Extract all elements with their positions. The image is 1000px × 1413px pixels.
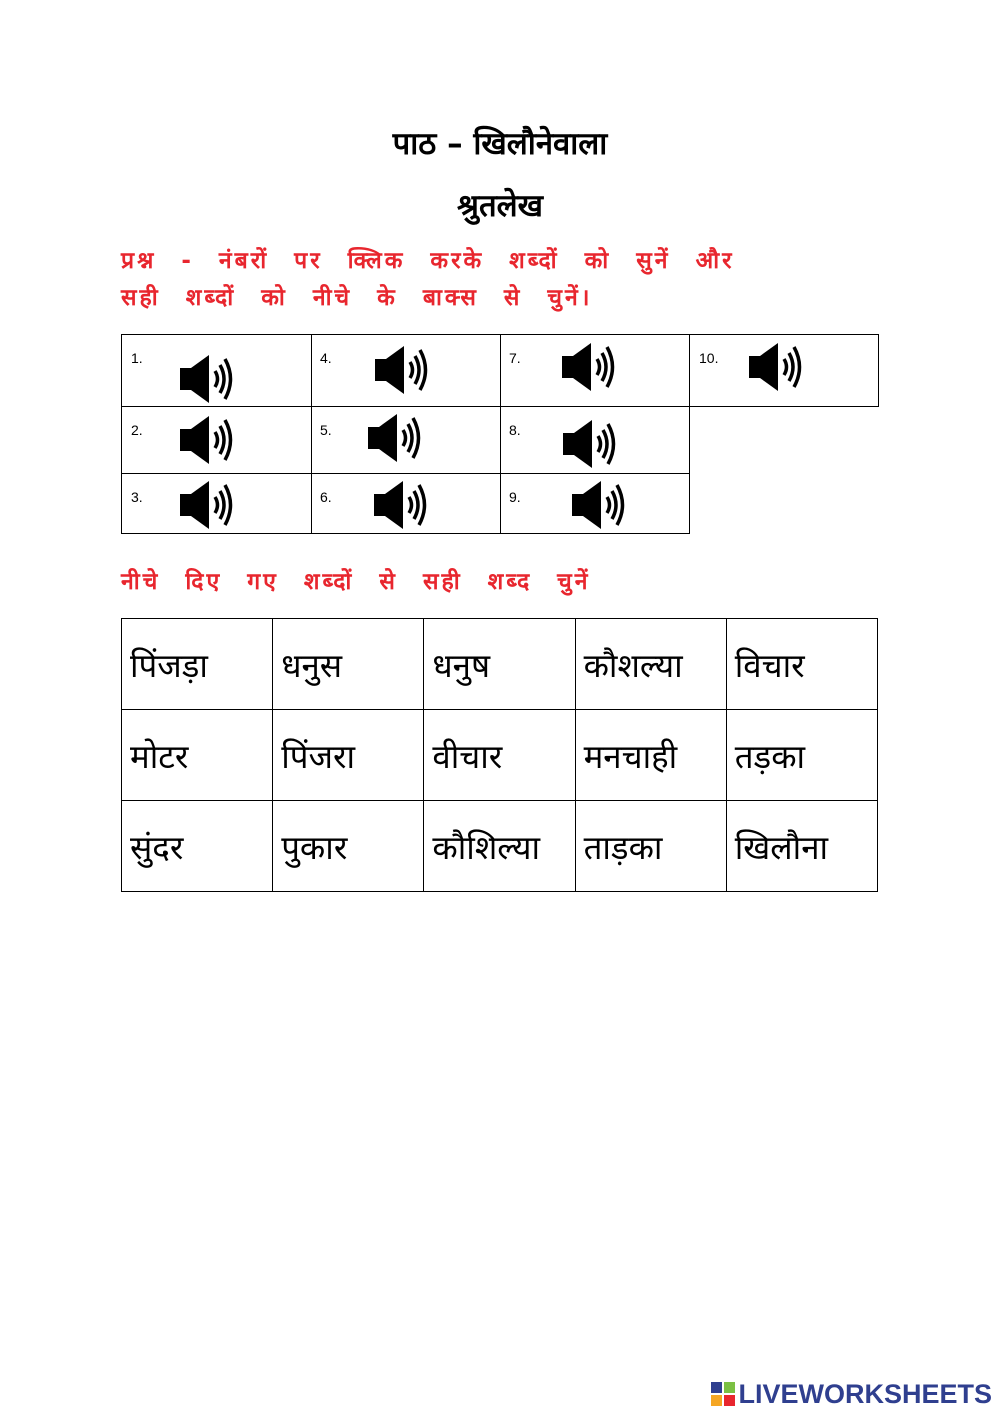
audio-item[interactable] bbox=[500, 334, 690, 407]
audio-item[interactable] bbox=[311, 473, 501, 534]
word-cell[interactable]: ताड़का bbox=[575, 801, 726, 892]
audio-number: 8. bbox=[509, 422, 521, 438]
audio-number: 5. bbox=[320, 422, 332, 438]
word-cell[interactable]: धनुष bbox=[424, 619, 575, 710]
table-row bbox=[122, 710, 878, 801]
speaker-icon[interactable] bbox=[747, 338, 805, 396]
audio-number: 3. bbox=[131, 489, 143, 505]
brand-name: LIVEWORKSHEETS bbox=[738, 1378, 992, 1409]
word-cell[interactable]: पिंजरा bbox=[273, 710, 424, 801]
speaker-icon[interactable] bbox=[178, 350, 236, 408]
table-row bbox=[122, 619, 878, 710]
word-cell[interactable]: वीचार bbox=[424, 710, 575, 801]
audio-item[interactable] bbox=[689, 334, 879, 407]
word-cell[interactable]: कौशिल्या bbox=[424, 801, 575, 892]
word-cell[interactable]: धनुस bbox=[273, 619, 424, 710]
audio-item[interactable] bbox=[121, 334, 312, 407]
audio-number: 9. bbox=[509, 489, 521, 505]
page-subtitle: श्रुतलेख bbox=[457, 188, 543, 224]
speaker-icon[interactable] bbox=[366, 409, 424, 467]
speaker-icon[interactable] bbox=[570, 476, 628, 534]
speaker-icon[interactable] bbox=[560, 338, 618, 396]
speaker-icon[interactable] bbox=[178, 476, 236, 534]
speaker-icon[interactable] bbox=[178, 411, 236, 469]
audio-number: 2. bbox=[131, 422, 143, 438]
table-row bbox=[122, 801, 878, 892]
word-cell[interactable]: खिलौना bbox=[726, 801, 877, 892]
instruction-line-1: प्रश्न - नंबरों पर क्लिक करके शब्दों को सुनें और bbox=[121, 248, 735, 274]
page-title: पाठ – खिलौनेवाला bbox=[392, 126, 608, 162]
audio-number: 6. bbox=[320, 489, 332, 505]
word-cell[interactable]: तड़का bbox=[726, 710, 877, 801]
word-cell[interactable]: पिंजड़ा bbox=[122, 619, 273, 710]
word-cell[interactable]: विचार bbox=[726, 619, 877, 710]
audio-number: 10. bbox=[699, 350, 719, 366]
word-cell[interactable]: सुंदर bbox=[122, 801, 273, 892]
speaker-icon[interactable] bbox=[373, 341, 431, 399]
word-bank bbox=[121, 618, 878, 892]
choose-heading: नीचे दिए गए शब्दों से सही शब्द चुनें bbox=[121, 569, 591, 595]
audio-number: 4. bbox=[320, 350, 332, 366]
logo-icon bbox=[711, 1382, 735, 1406]
audio-number: 7. bbox=[509, 350, 521, 366]
speaker-icon[interactable] bbox=[561, 415, 619, 473]
audio-item[interactable] bbox=[121, 406, 312, 474]
word-cell[interactable]: मनचाही bbox=[575, 710, 726, 801]
audio-item[interactable] bbox=[500, 473, 690, 534]
word-cell[interactable]: कौशल्या bbox=[575, 619, 726, 710]
audio-number: 1. bbox=[131, 350, 143, 366]
speaker-icon[interactable] bbox=[372, 476, 430, 534]
brand-logo[interactable] bbox=[711, 1376, 992, 1412]
audio-item[interactable] bbox=[500, 406, 690, 474]
word-cell[interactable]: मोटर bbox=[122, 710, 273, 801]
instruction-line-2: सही शब्दों को नीचे के बाक्स से चुनें। bbox=[121, 285, 593, 311]
audio-item[interactable] bbox=[121, 473, 312, 534]
audio-item[interactable] bbox=[311, 334, 501, 407]
audio-item[interactable] bbox=[311, 406, 501, 474]
word-cell[interactable]: पुकार bbox=[273, 801, 424, 892]
